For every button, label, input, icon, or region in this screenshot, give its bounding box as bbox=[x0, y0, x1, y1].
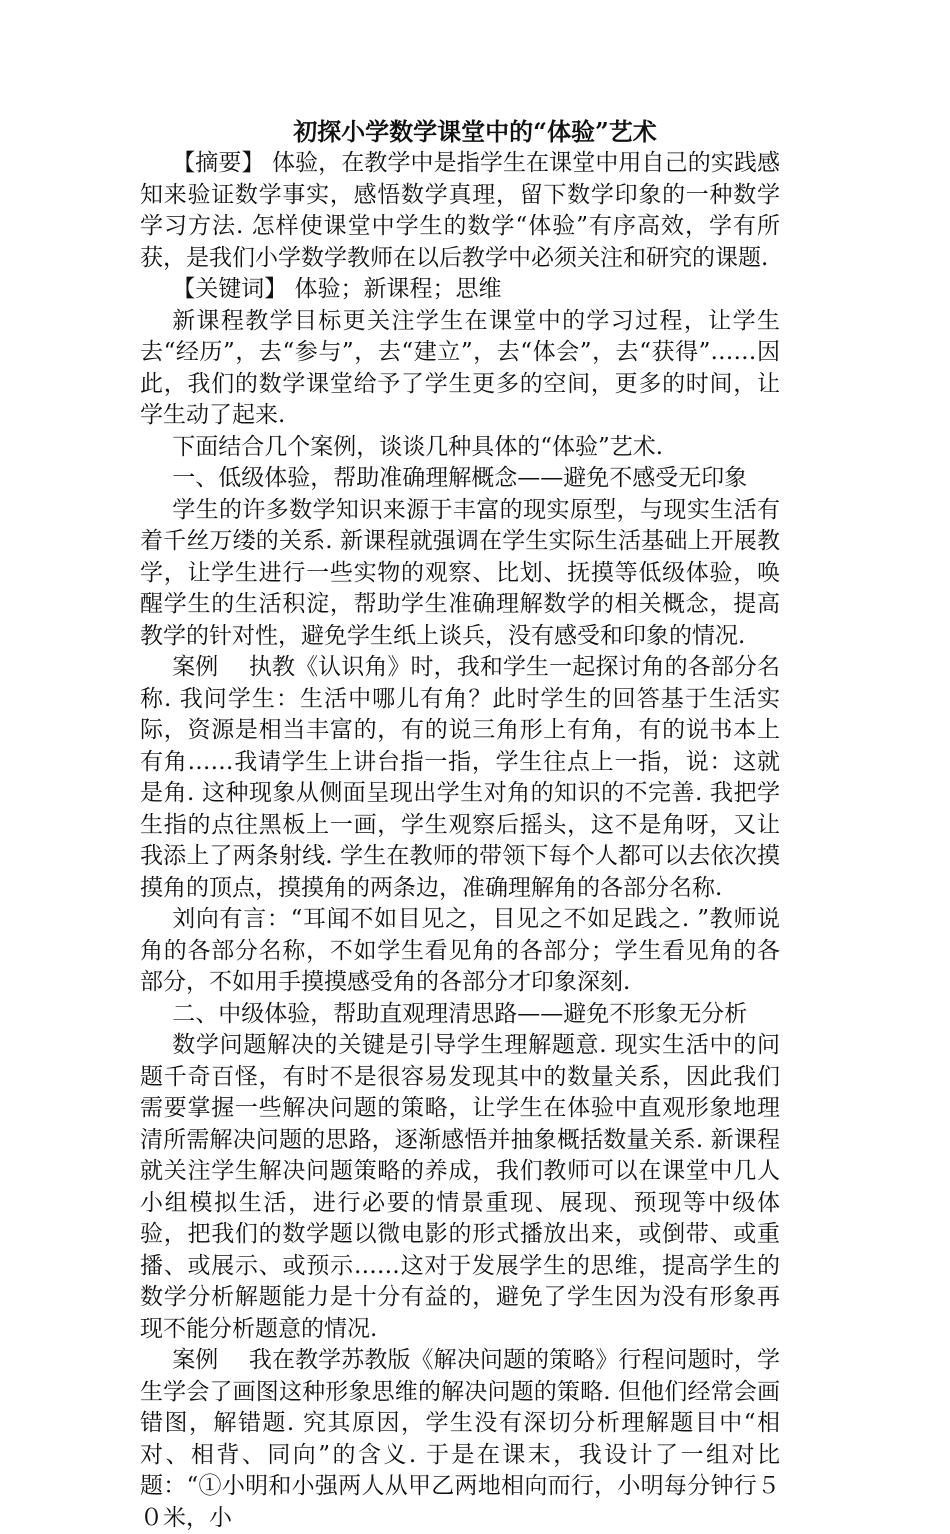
keywords-label: 【关键词】 bbox=[172, 276, 288, 302]
body-paragraph: 学生的许多数学知识来源于丰富的现实原型，与现实生活有着千丝万缕的关系. 新课程就强调在学生实际生活基础上开展教学，让学生进行一些实物的观察、比划、抚摸等低级体验，唤醒学生的生活积淀，帮助学生准确理解数学的相关概念，提高教学的针对性，避免学生纸上谈兵，没有感受和印象的情况. bbox=[140, 496, 780, 649]
body-paragraph: 刘向有言：“耳闻不如目见之，目见之不如足践之. ”教师说角的各部分名称，不如学生看见角的各部分；学生看见角的各部分，不如用手摸摸感受角的各部分才印象深刻. bbox=[140, 906, 780, 995]
document-title: 初探小学数学课堂中的“体验”艺术 bbox=[293, 117, 657, 146]
abstract-label: 【摘要】 bbox=[172, 150, 265, 176]
keywords-text: 体验；新课程；思维 bbox=[287, 276, 502, 302]
body-paragraph: 新课程教学目标更关注学生在课堂中的学习过程，让学生去“经历”，去“参与”，去“建立”，去“体会”，去“获得”……因此，我们的数学课堂给予了学生更多的空间，更多的时间，让学生动了起来. bbox=[140, 307, 780, 428]
case-paragraph: 案例 我在教学苏教版《解决问题的策略》行程问题时，学生学会了画图这种形象思维的解决问题的策略. 但他们经常会画错图，解错题. 究其原因，学生没有深切分析理解题目中“相对、相背、同向”的含义. 于是在课末，我设计了一组对比题：“①小明和小强两人从甲乙两地相向而行，小明每分钟行５０米，小 bbox=[140, 1347, 780, 1531]
document-body bbox=[140, 148, 780, 1534]
body-paragraph: 数学问题解决的关键是引导学生理解题意. 现实生活中的问题千奇百怪，有时不是很容易发现其中的数量关系，因此我们需要掌握一些解决问题的策略，让学生在体验中直观形象地理清所需解决问题的思路，逐渐感悟并抽象概括数量关系. 新课程就关注学生解决问题策略的养成，我们教师可以在课堂中几人小组模拟生活，进行必要的情景重现、展现、预现等中级体验，把我们的数学题以微电影的形式播放出来，或倒带、或重播、或展示、或预示……这对于发展学生的思维，提高学生的数学分析解题能力是十分有益的，避免了学生因为没有形象再现不能分析题意的情况. bbox=[140, 1032, 780, 1342]
case-paragraph: 案例 执教《认识角》时，我和学生一起探讨角的各部分名称. 我问学生：生活中哪儿有角？此时学生的回答基于生活实际，资源是相当丰富的，有的说三角形上有角，有的说书本上有角……我请学生上讲台指一指，学生往点上一指，说：这就是角. 这种现象从侧面呈现出学生对角的知识的不完善. 我把学生指的点往黑板上一画，学生观察后摇头，这不是角呀，又让我添上了两条射线. 学生在教师的带领下每个人都可以去依次摸摸角的顶点，摸摸角的两条边，准确理解角的各部分名称. bbox=[140, 654, 780, 901]
abstract-paragraph bbox=[140, 148, 780, 274]
section-heading: 二、中级体验，帮助直观理清思路——避免不形象无分析 bbox=[172, 1000, 748, 1027]
section-heading: 一、低级体验，帮助准确理解概念——避免不感受无印象 bbox=[172, 465, 748, 491]
keywords-paragraph bbox=[140, 274, 780, 306]
body-paragraph: 下面结合几个案例，谈谈几种具体的“体验”艺术. bbox=[172, 433, 664, 460]
abstract-text: 体验，在教学中是指学生在课堂中用自己的实践感知来验证数学事实，感悟数学真理，留下数学印象的一种数学学习方法. 怎样使课堂中学生的数学“体验”有序高效，学有所获，是我们小学数学教师在以后教学中必须关注和研究的课题. bbox=[140, 150, 781, 271]
